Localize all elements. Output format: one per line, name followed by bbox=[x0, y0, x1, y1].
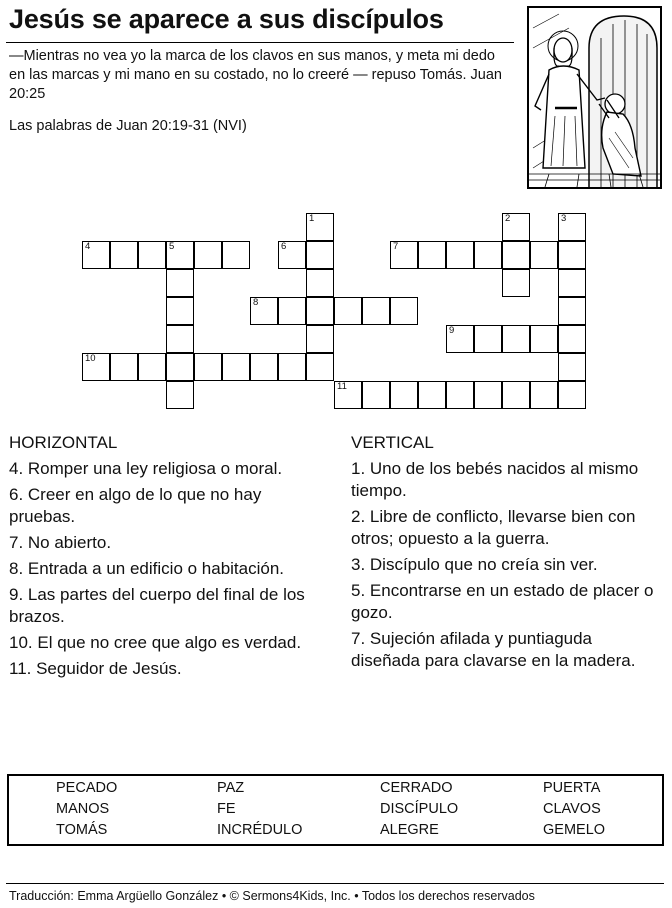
crossword-cell[interactable] bbox=[138, 353, 166, 381]
crossword-cell[interactable] bbox=[502, 325, 530, 353]
crossword-cell[interactable] bbox=[502, 213, 530, 241]
clue-number: 10 bbox=[85, 353, 96, 364]
word-bank-word: INCRÉDULO bbox=[217, 822, 303, 838]
crossword-cell[interactable] bbox=[166, 381, 194, 409]
crossword-cell[interactable] bbox=[502, 241, 530, 269]
crossword-cell[interactable] bbox=[306, 241, 334, 269]
crossword-cell[interactable] bbox=[306, 325, 334, 353]
crossword-cell[interactable] bbox=[558, 269, 586, 297]
clue-number: 5 bbox=[169, 241, 175, 252]
clue-item: 5. Encontrarse en un estado de placer o gozo. bbox=[351, 581, 654, 622]
horizontal-clues bbox=[9, 432, 329, 684]
clue-item: 11. Seguidor de Jesús. bbox=[9, 659, 182, 678]
crossword-cell[interactable] bbox=[306, 353, 334, 381]
scripture-quote: —Mientras no vea yo la marca de los clavos en sus manos, y meta mi dedo en las marcas y mi mano en su costado, no lo creeré — repuso Tomás. Juan 20:25 bbox=[9, 48, 502, 102]
crossword-cell[interactable] bbox=[362, 297, 390, 325]
crossword-cell[interactable] bbox=[110, 353, 138, 381]
horizontal-heading: HORIZONTAL bbox=[9, 433, 118, 452]
word-bank-word: PUERTA bbox=[543, 780, 601, 796]
crossword-cell[interactable] bbox=[558, 213, 586, 241]
crossword-cell[interactable] bbox=[474, 325, 502, 353]
scripture-reference: Las palabras de Juan 20:19-31 (NVI) bbox=[9, 118, 247, 134]
crossword-cell[interactable] bbox=[446, 381, 474, 409]
crossword-cell[interactable] bbox=[502, 381, 530, 409]
crossword-cell[interactable] bbox=[474, 241, 502, 269]
crossword-cell[interactable] bbox=[194, 353, 222, 381]
crossword-cell[interactable] bbox=[530, 241, 558, 269]
crossword-cell[interactable] bbox=[530, 325, 558, 353]
crossword-cell[interactable] bbox=[250, 353, 278, 381]
crossword-cell[interactable] bbox=[278, 353, 306, 381]
word-bank bbox=[7, 774, 664, 846]
crossword-cell[interactable] bbox=[250, 297, 278, 325]
crossword-cell[interactable] bbox=[446, 241, 474, 269]
clue-number: 4 bbox=[85, 241, 91, 252]
clue-number: 8 bbox=[253, 297, 259, 308]
word-bank-word: PECADO bbox=[56, 780, 118, 796]
clue-item: 10. El que no cree que algo es verdad. bbox=[9, 633, 302, 652]
word-bank-word: CLAVOS bbox=[543, 801, 601, 817]
crossword-cell[interactable] bbox=[558, 325, 586, 353]
crossword-cell[interactable] bbox=[558, 297, 586, 325]
page-title: Jesús se aparece a sus discípulos bbox=[9, 4, 444, 34]
clue-item: 1. Uno de los bebés nacidos al mismo tiempo. bbox=[351, 459, 639, 500]
word-bank-word: FE bbox=[217, 801, 236, 817]
crossword-cell[interactable] bbox=[110, 241, 138, 269]
clue-item: 6. Creer en algo de lo que no hay pruebas. bbox=[9, 485, 262, 526]
word-bank-word: CERRADO bbox=[380, 780, 453, 796]
clue-number: 7 bbox=[393, 241, 399, 252]
crossword-cell[interactable] bbox=[446, 325, 474, 353]
title-divider bbox=[6, 42, 514, 43]
crossword-cell[interactable] bbox=[222, 241, 250, 269]
clue-number: 2 bbox=[505, 213, 511, 224]
crossword-cell[interactable] bbox=[390, 381, 418, 409]
crossword-cell[interactable] bbox=[166, 297, 194, 325]
crossword-cell[interactable] bbox=[82, 353, 110, 381]
word-bank-word: GEMELO bbox=[543, 822, 606, 838]
crossword-cell[interactable] bbox=[82, 241, 110, 269]
crossword-cell[interactable] bbox=[334, 297, 362, 325]
clue-item: 7. No abierto. bbox=[9, 533, 112, 552]
clue-item: 9. Las partes del cuerpo del final de los brazos. bbox=[9, 585, 305, 626]
clue-item: 3. Discípulo que no creía sin ver. bbox=[351, 555, 598, 574]
crossword-cell[interactable] bbox=[306, 213, 334, 241]
vertical-heading: VERTICAL bbox=[351, 433, 434, 452]
footer-divider bbox=[6, 883, 664, 884]
crossword-cell[interactable] bbox=[166, 269, 194, 297]
crossword-cell[interactable] bbox=[474, 381, 502, 409]
crossword-cell[interactable] bbox=[418, 241, 446, 269]
clue-number: 9 bbox=[449, 325, 455, 336]
clue-number: 11 bbox=[337, 381, 347, 392]
clue-number: 6 bbox=[281, 241, 287, 252]
crossword-cell[interactable] bbox=[166, 325, 194, 353]
illustration bbox=[527, 6, 662, 189]
crossword-cell[interactable] bbox=[334, 381, 362, 409]
clue-number: 3 bbox=[561, 213, 567, 224]
jesus-thomas-drawing bbox=[529, 8, 660, 187]
clue-item: 4. Romper una ley religiosa o moral. bbox=[9, 459, 283, 478]
crossword-cell[interactable] bbox=[278, 297, 306, 325]
crossword-cell[interactable] bbox=[530, 381, 558, 409]
crossword-cell[interactable] bbox=[306, 269, 334, 297]
word-bank-word: MANOS bbox=[56, 801, 110, 817]
clue-number: 1 bbox=[309, 213, 315, 224]
word-bank-word: ALEGRE bbox=[380, 822, 439, 838]
footer-credits: Traducción: Emma Argüello González • © Sermons4Kids, Inc. • Todos los derechos reservados bbox=[9, 889, 535, 903]
crossword-cell[interactable] bbox=[558, 381, 586, 409]
crossword-cell[interactable] bbox=[418, 381, 446, 409]
word-bank-word: DISCÍPULO bbox=[380, 801, 459, 817]
crossword-cell[interactable] bbox=[558, 353, 586, 381]
clue-item: 7. Sujeción afilada y puntiaguda diseñada para clavarse en la madera. bbox=[351, 629, 636, 670]
crossword-cell[interactable] bbox=[362, 381, 390, 409]
crossword-cell[interactable] bbox=[390, 241, 418, 269]
crossword-cell[interactable] bbox=[166, 241, 194, 269]
crossword-cell[interactable] bbox=[194, 241, 222, 269]
word-bank-word: TOMÁS bbox=[56, 822, 108, 838]
word-bank-word: PAZ bbox=[217, 780, 245, 796]
crossword-cell[interactable] bbox=[390, 297, 418, 325]
crossword-cell[interactable] bbox=[502, 269, 530, 297]
crossword-cell[interactable] bbox=[306, 297, 334, 325]
clue-item: 8. Entrada a un edificio o habitación. bbox=[9, 559, 285, 578]
crossword-cell[interactable] bbox=[278, 241, 306, 269]
clue-item: 2. Libre de conflicto, llevarse bien con otros; opuesto a la guerra. bbox=[351, 507, 636, 548]
crossword-cell[interactable] bbox=[222, 353, 250, 381]
crossword-cell[interactable] bbox=[166, 353, 194, 381]
crossword-cell[interactable] bbox=[558, 241, 586, 269]
crossword-cell[interactable] bbox=[138, 241, 166, 269]
vertical-clues bbox=[351, 432, 661, 676]
